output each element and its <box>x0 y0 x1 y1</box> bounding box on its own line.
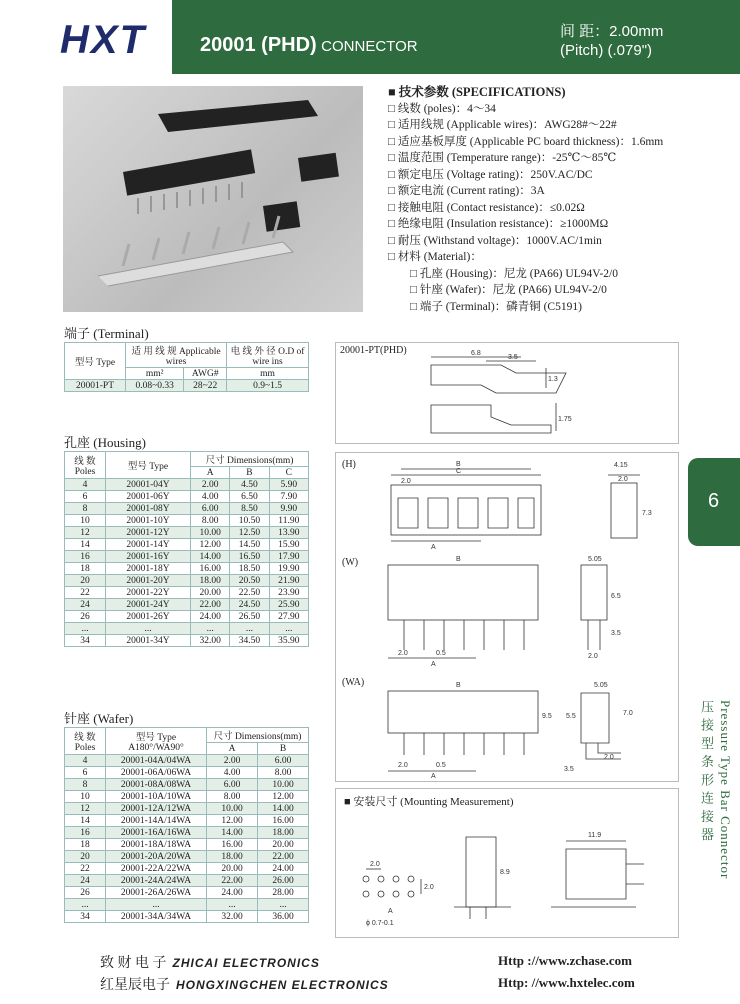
wa-label: (WA) <box>342 677 365 688</box>
table-row <box>65 479 309 491</box>
table-cell: ... <box>269 623 308 635</box>
spec-heading: ■ 技术参数 (SPECIFICATIONS) <box>388 84 663 101</box>
table-cell: 20.00 <box>258 839 309 851</box>
table-cell: 4.00 <box>207 767 258 779</box>
footer-company-2 <box>100 974 389 994</box>
table-cell: 10.00 <box>258 779 309 791</box>
table-cell: 20001-12A/12WA <box>106 803 207 815</box>
table-row <box>65 380 309 392</box>
footer-company-2-en: HONGXINGCHEN ELECTRONICS <box>176 978 389 992</box>
table-cell: 24.00 <box>191 611 230 623</box>
table-row <box>65 527 309 539</box>
side-title-cn: 压 接 型 条 形 连 接 器 <box>699 700 714 842</box>
hole-grid <box>363 876 414 897</box>
wa-dim-20b: 2.0 <box>604 754 614 761</box>
mounting-label-text: 安装尺寸 (Mounting Measurement) <box>353 796 514 808</box>
wa-dim-95: 9.5 <box>542 713 552 720</box>
table-cell: 18.00 <box>258 827 309 839</box>
table-row <box>65 767 309 779</box>
table-cell: 15.90 <box>269 539 308 551</box>
table-cell: 20001-20A/20WA <box>106 851 207 863</box>
table-row <box>65 887 309 899</box>
terminal-drawing-label: 20001-PT(PHD) <box>340 345 407 356</box>
wa-dim-35: 3.5 <box>564 766 574 773</box>
table-row <box>65 491 309 503</box>
table-cell: 24 <box>65 599 106 611</box>
model-name: 20001 (PHD) <box>200 34 317 56</box>
wa-dim-b: B <box>456 682 461 689</box>
m-dim-07: ϕ 0.7-0.1 <box>366 920 394 927</box>
m-dim-89: 8.9 <box>500 869 510 876</box>
table-cell: 8 <box>65 503 106 515</box>
m-dim-119: 11.9 <box>588 832 602 839</box>
table-row <box>65 839 309 851</box>
table-cell: 14.00 <box>191 551 230 563</box>
footer-company-1 <box>100 952 320 972</box>
product-photo <box>63 86 363 312</box>
terminal-u-mm: mm <box>227 368 309 380</box>
h-dim-c: C <box>456 468 462 475</box>
wafer-col-a: A <box>207 743 258 755</box>
table-cell: 20001-18Y <box>106 563 191 575</box>
table-cell: 4.50 <box>230 479 269 491</box>
table-cell: 27.90 <box>269 611 308 623</box>
wa-dim-70: 7.0 <box>623 710 633 717</box>
table-cell: 20 <box>65 575 106 587</box>
page-title <box>200 34 418 57</box>
w-label: (W) <box>342 557 359 568</box>
footer-url-2[interactable]: Http: //www.hxtelec.com <box>498 975 635 990</box>
table-row <box>65 803 309 815</box>
housing-body <box>65 479 309 647</box>
spec-wires: □ 适用线规 (Applicable wires)：AWG28#～22# <box>388 117 663 134</box>
table-cell: 25.90 <box>269 599 308 611</box>
table-cell: 4 <box>65 479 106 491</box>
table-cell: 20001-34Y <box>106 635 191 647</box>
table-cell: 20.00 <box>191 587 230 599</box>
table-cell: 20001-34A/34WA <box>106 911 207 923</box>
wa-dim-505: 5.05 <box>594 682 608 689</box>
table-cell: 14.00 <box>207 827 258 839</box>
housing-h-type: 型号 Type <box>106 452 191 479</box>
terminal-drawing <box>336 343 678 443</box>
table-cell: ... <box>106 899 207 911</box>
table-cell: 22.00 <box>191 599 230 611</box>
table-cell: 9.90 <box>269 503 308 515</box>
table-cell: 12.00 <box>191 539 230 551</box>
table-cell: 20001-16A/16WA <box>106 827 207 839</box>
table-row <box>65 827 309 839</box>
table-cell: 20001-04Y <box>106 479 191 491</box>
table-cell: 26.50 <box>230 611 269 623</box>
w-dim-20: 2.0 <box>398 650 408 657</box>
table-cell: 18.00 <box>207 851 258 863</box>
footer-company-1-cn: 致 财 电 子 <box>100 956 167 971</box>
table-row <box>65 815 309 827</box>
housing-wafer-drawing-panel <box>335 452 679 782</box>
table-cell: 6 <box>65 767 106 779</box>
table-cell: 2.00 <box>191 479 230 491</box>
spec-voltage: □ 额定电压 (Voltage rating)：250V.AC/DC <box>388 167 663 184</box>
table-cell: 16.00 <box>258 815 309 827</box>
table-cell: 20001-14A/14WA <box>106 815 207 827</box>
terminal-h-od: 电 线 外 径 O.D of wire ins <box>227 343 309 368</box>
table-cell: 18 <box>65 563 106 575</box>
h-dim-20: 2.0 <box>401 478 411 485</box>
table-cell: 6.50 <box>230 491 269 503</box>
table-cell: 32.00 <box>207 911 258 923</box>
table-cell: 20001-22A/22WA <box>106 863 207 875</box>
table-cell: 32.00 <box>191 635 230 647</box>
table-cell: 23.90 <box>269 587 308 599</box>
table-row <box>65 899 309 911</box>
spec-board: □ 适应基板厚度 (Applicable PC board thickness)：1.6mm <box>388 134 663 151</box>
table-cell: 20.50 <box>230 575 269 587</box>
pt-dim-68: 6.8 <box>471 350 481 357</box>
table-cell: 8.00 <box>207 791 258 803</box>
table-cell: 8.00 <box>191 515 230 527</box>
table-row <box>65 635 309 647</box>
table-cell: 20001-20Y <box>106 575 191 587</box>
w-dim-05: 0.5 <box>436 650 446 657</box>
table-cell: 10.00 <box>191 527 230 539</box>
wa-dim-a: A <box>431 773 436 780</box>
terminal-u-awg: AWG# <box>184 368 227 380</box>
table-row <box>65 551 309 563</box>
wa-dim-55: 5.5 <box>566 713 576 720</box>
chapter-number: 6 <box>708 490 720 512</box>
table-row <box>65 755 309 767</box>
table-cell: 10.50 <box>230 515 269 527</box>
table-cell: 7.90 <box>269 491 308 503</box>
table-cell: 20001-06Y <box>106 491 191 503</box>
table-row <box>65 779 309 791</box>
table-cell: 20001-26A/26WA <box>106 887 207 899</box>
wafer-h-type: 型号 Type A180°/WA90° <box>106 728 207 755</box>
table-row <box>65 875 309 887</box>
side-title-en: Pressure Type Bar Connector <box>718 700 733 880</box>
spec-material: □ 材料 (Material)： <box>388 249 663 266</box>
table-row <box>65 623 309 635</box>
table-cell: 20 <box>65 851 106 863</box>
housing-col-b: B <box>230 467 269 479</box>
table-cell: 20001-08Y <box>106 503 191 515</box>
table-cell: 8.00 <box>258 767 309 779</box>
wafer-h-dims: 尺寸 Dimensions(mm) <box>207 728 309 743</box>
table-row <box>65 863 309 875</box>
wafer-h-poles: 线 数 Poles <box>65 728 106 755</box>
table-cell: 10.00 <box>207 803 258 815</box>
table-cell: 34.50 <box>230 635 269 647</box>
table-cell: 16.00 <box>207 839 258 851</box>
housing-h-poles: 线 数 Poles <box>65 452 106 479</box>
pitch-en: (Pitch) (.079") <box>560 42 653 59</box>
mounting-drawing-panel <box>335 788 679 938</box>
table-cell: ... <box>106 623 191 635</box>
table-cell: 5.90 <box>269 479 308 491</box>
table-cell: 34 <box>65 911 106 923</box>
mounting-label: ■ 安装尺寸 (Mounting Measurement) <box>344 796 514 808</box>
table-cell: 10 <box>65 791 106 803</box>
housing-table <box>64 451 309 647</box>
table-cell: 24 <box>65 875 106 887</box>
table-cell: 22 <box>65 587 106 599</box>
footer-url-1[interactable]: Http ://www.zchase.com <box>498 953 632 968</box>
table-cell: ... <box>65 623 106 635</box>
table-cell: ... <box>65 899 106 911</box>
table-cell: 8 <box>65 779 106 791</box>
table-cell: 14.50 <box>230 539 269 551</box>
wafer-title: 针座 (Wafer) <box>64 711 134 726</box>
terminal-title: 端子 (Terminal) <box>64 326 149 341</box>
w-dim-20b: 2.0 <box>588 653 598 660</box>
housing-col-a: A <box>191 467 230 479</box>
table-cell: ... <box>258 899 309 911</box>
table-cell: 10 <box>65 515 106 527</box>
table-cell: 6.00 <box>191 503 230 515</box>
table-cell: 13.90 <box>269 527 308 539</box>
chapter-tab <box>688 458 740 546</box>
spec-withstand: □ 耐压 (Withstand voltage)：1000V.AC/1min <box>388 233 663 250</box>
table-cell: 14 <box>65 539 106 551</box>
table-cell: 18.00 <box>191 575 230 587</box>
w-dim-65: 6.5 <box>611 593 621 600</box>
table-cell: 20001-24Y <box>106 599 191 611</box>
table-cell: 20001-22Y <box>106 587 191 599</box>
table-cell: 6.00 <box>207 779 258 791</box>
wafer-table <box>64 727 309 923</box>
table-cell: 26 <box>65 611 106 623</box>
table-cell: 35.90 <box>269 635 308 647</box>
table-cell: 6.00 <box>258 755 309 767</box>
table-row <box>65 587 309 599</box>
pt-dim-35: 3.5 <box>508 354 518 361</box>
table-cell: 21.90 <box>269 575 308 587</box>
wa-dim-05: 0.5 <box>436 762 446 769</box>
h-dim-a: A <box>431 544 436 551</box>
connector-word: CONNECTOR <box>321 38 418 55</box>
table-cell: ... <box>191 623 230 635</box>
wa-dim-20: 2.0 <box>398 762 408 769</box>
m-dim-a: A <box>388 908 393 915</box>
housing-h-dims: 尺寸 Dimensions(mm) <box>191 452 309 467</box>
table-cell: 12.00 <box>258 791 309 803</box>
logo-text: HXT <box>60 18 146 62</box>
table-cell: 20001-04A/04WA <box>106 755 207 767</box>
pitch-info <box>560 22 663 60</box>
table-cell: 20001-26Y <box>106 611 191 623</box>
material-wafer: □ 针座 (Wafer)：尼龙 (PA66) UL94V-2/0 <box>388 282 663 299</box>
pt-dim-175: 1.75 <box>558 416 572 423</box>
table-cell: 17.90 <box>269 551 308 563</box>
table-cell: 4.00 <box>191 491 230 503</box>
terminal-u-mm2: mm² <box>126 368 184 380</box>
footer-company-1-en: ZHICAI ELECTRONICS <box>172 956 320 970</box>
logo <box>0 0 172 74</box>
table-cell: 22 <box>65 863 106 875</box>
table-cell: ... <box>230 623 269 635</box>
w-dim-505: 5.05 <box>588 556 602 563</box>
table-cell: 20001-24A/24WA <box>106 875 207 887</box>
h-dim-20b: 2.0 <box>618 476 628 483</box>
m-dim-20v: 2.0 <box>424 884 434 891</box>
wafer-body <box>65 755 309 923</box>
table-cell: 20001-12Y <box>106 527 191 539</box>
spec-current: □ 额定电流 (Current rating)：3A <box>388 183 663 200</box>
h-label: (H) <box>342 459 356 470</box>
h-dim-73: 7.3 <box>642 510 652 517</box>
table-cell: 22.50 <box>230 587 269 599</box>
mounting-drawing <box>336 789 678 937</box>
table-cell: 11.90 <box>269 515 308 527</box>
table-row <box>65 599 309 611</box>
terminal-mm2: 0.08~0.33 <box>126 380 184 392</box>
page-header <box>0 0 740 74</box>
table-cell: 16 <box>65 551 106 563</box>
table-cell: 14 <box>65 815 106 827</box>
table-cell: 16.00 <box>191 563 230 575</box>
table-cell: 24.00 <box>207 887 258 899</box>
table-cell: 2.00 <box>207 755 258 767</box>
table-row <box>65 539 309 551</box>
table-cell: 26 <box>65 887 106 899</box>
page-footer <box>0 944 740 1004</box>
terminal-h-type: 型号 Type <box>65 343 126 380</box>
table-cell: 14.00 <box>258 803 309 815</box>
terminal-type: 20001-PT <box>65 380 126 392</box>
terminal-od: 0.9~1.5 <box>227 380 309 392</box>
terminal-table <box>64 342 309 392</box>
spec-temperature: □ 温度范围 (Temperature range)：-25℃～85℃ <box>388 150 663 167</box>
terminal-awg: 28~22 <box>184 380 227 392</box>
h-dim-415: 4.15 <box>614 462 628 469</box>
table-cell: 20001-16Y <box>106 551 191 563</box>
table-cell: 12 <box>65 803 106 815</box>
table-cell: 18.50 <box>230 563 269 575</box>
table-cell: 12.00 <box>207 815 258 827</box>
table-cell: 20.00 <box>207 863 258 875</box>
table-row <box>65 911 309 923</box>
material-terminal: □ 端子 (Terminal)：磷青铜 (C5191) <box>388 299 663 316</box>
spec-contact-resistance: □ 接触电阻 (Contact resistance)：≤0.02Ω <box>388 200 663 217</box>
footer-company-2-cn: 红星辰电子 <box>100 978 170 993</box>
table-row <box>65 611 309 623</box>
table-cell: 24.00 <box>258 863 309 875</box>
table-cell: 12.50 <box>230 527 269 539</box>
table-row <box>65 851 309 863</box>
w-dim-b: B <box>456 556 461 563</box>
table-row <box>65 503 309 515</box>
table-cell: 18 <box>65 839 106 851</box>
table-cell: 26.00 <box>258 875 309 887</box>
table-cell: 20001-06A/06WA <box>106 767 207 779</box>
spec-poles: □ 线数 (poles)：4～34 <box>388 101 663 118</box>
spec-insulation: □ 绝缘电阻 (Insulation resistance)：≥1000MΩ <box>388 216 663 233</box>
table-row <box>65 563 309 575</box>
table-cell: 19.90 <box>269 563 308 575</box>
housing-col-c: C <box>269 467 308 479</box>
table-cell: 20001-10A/10WA <box>106 791 207 803</box>
table-cell: 22.00 <box>207 875 258 887</box>
w-dim-35: 3.5 <box>611 630 621 637</box>
m-dim-20: 2.0 <box>370 861 380 868</box>
table-cell: 20001-10Y <box>106 515 191 527</box>
table-cell: 28.00 <box>258 887 309 899</box>
housing-wafer-drawing <box>336 453 678 781</box>
table-cell: 16 <box>65 827 106 839</box>
table-cell: 36.00 <box>258 911 309 923</box>
table-row <box>65 791 309 803</box>
table-cell: 4 <box>65 755 106 767</box>
table-cell: 12 <box>65 527 106 539</box>
housing-title: 孔座 (Housing) <box>64 435 146 450</box>
table-row <box>65 515 309 527</box>
table-cell: 22.00 <box>258 851 309 863</box>
table-cell: ... <box>207 899 258 911</box>
pitch-cn: 间 距：2.00mm <box>560 23 664 40</box>
connector-photo-art <box>63 86 363 312</box>
table-cell: 24.50 <box>230 599 269 611</box>
table-cell: 20001-14Y <box>106 539 191 551</box>
w-dim-a: A <box>431 661 436 668</box>
table-cell: 20001-18A/18WA <box>106 839 207 851</box>
pt-dim-13: 1.3 <box>548 376 558 383</box>
h-dim-b: B <box>456 461 461 468</box>
specifications <box>388 84 663 315</box>
table-cell: 8.50 <box>230 503 269 515</box>
wafer-col-b: B <box>258 743 309 755</box>
terminal-h-wires: 适 用 线 规 Applicable wires <box>126 343 227 368</box>
table-row <box>65 575 309 587</box>
table-cell: 16.50 <box>230 551 269 563</box>
terminal-drawing-panel <box>335 342 679 444</box>
table-cell: 6 <box>65 491 106 503</box>
material-housing: □ 孔座 (Housing)：尼龙 (PA66) UL94V-2/0 <box>388 266 663 283</box>
table-cell: 20001-08A/08WA <box>106 779 207 791</box>
table-cell: 34 <box>65 635 106 647</box>
